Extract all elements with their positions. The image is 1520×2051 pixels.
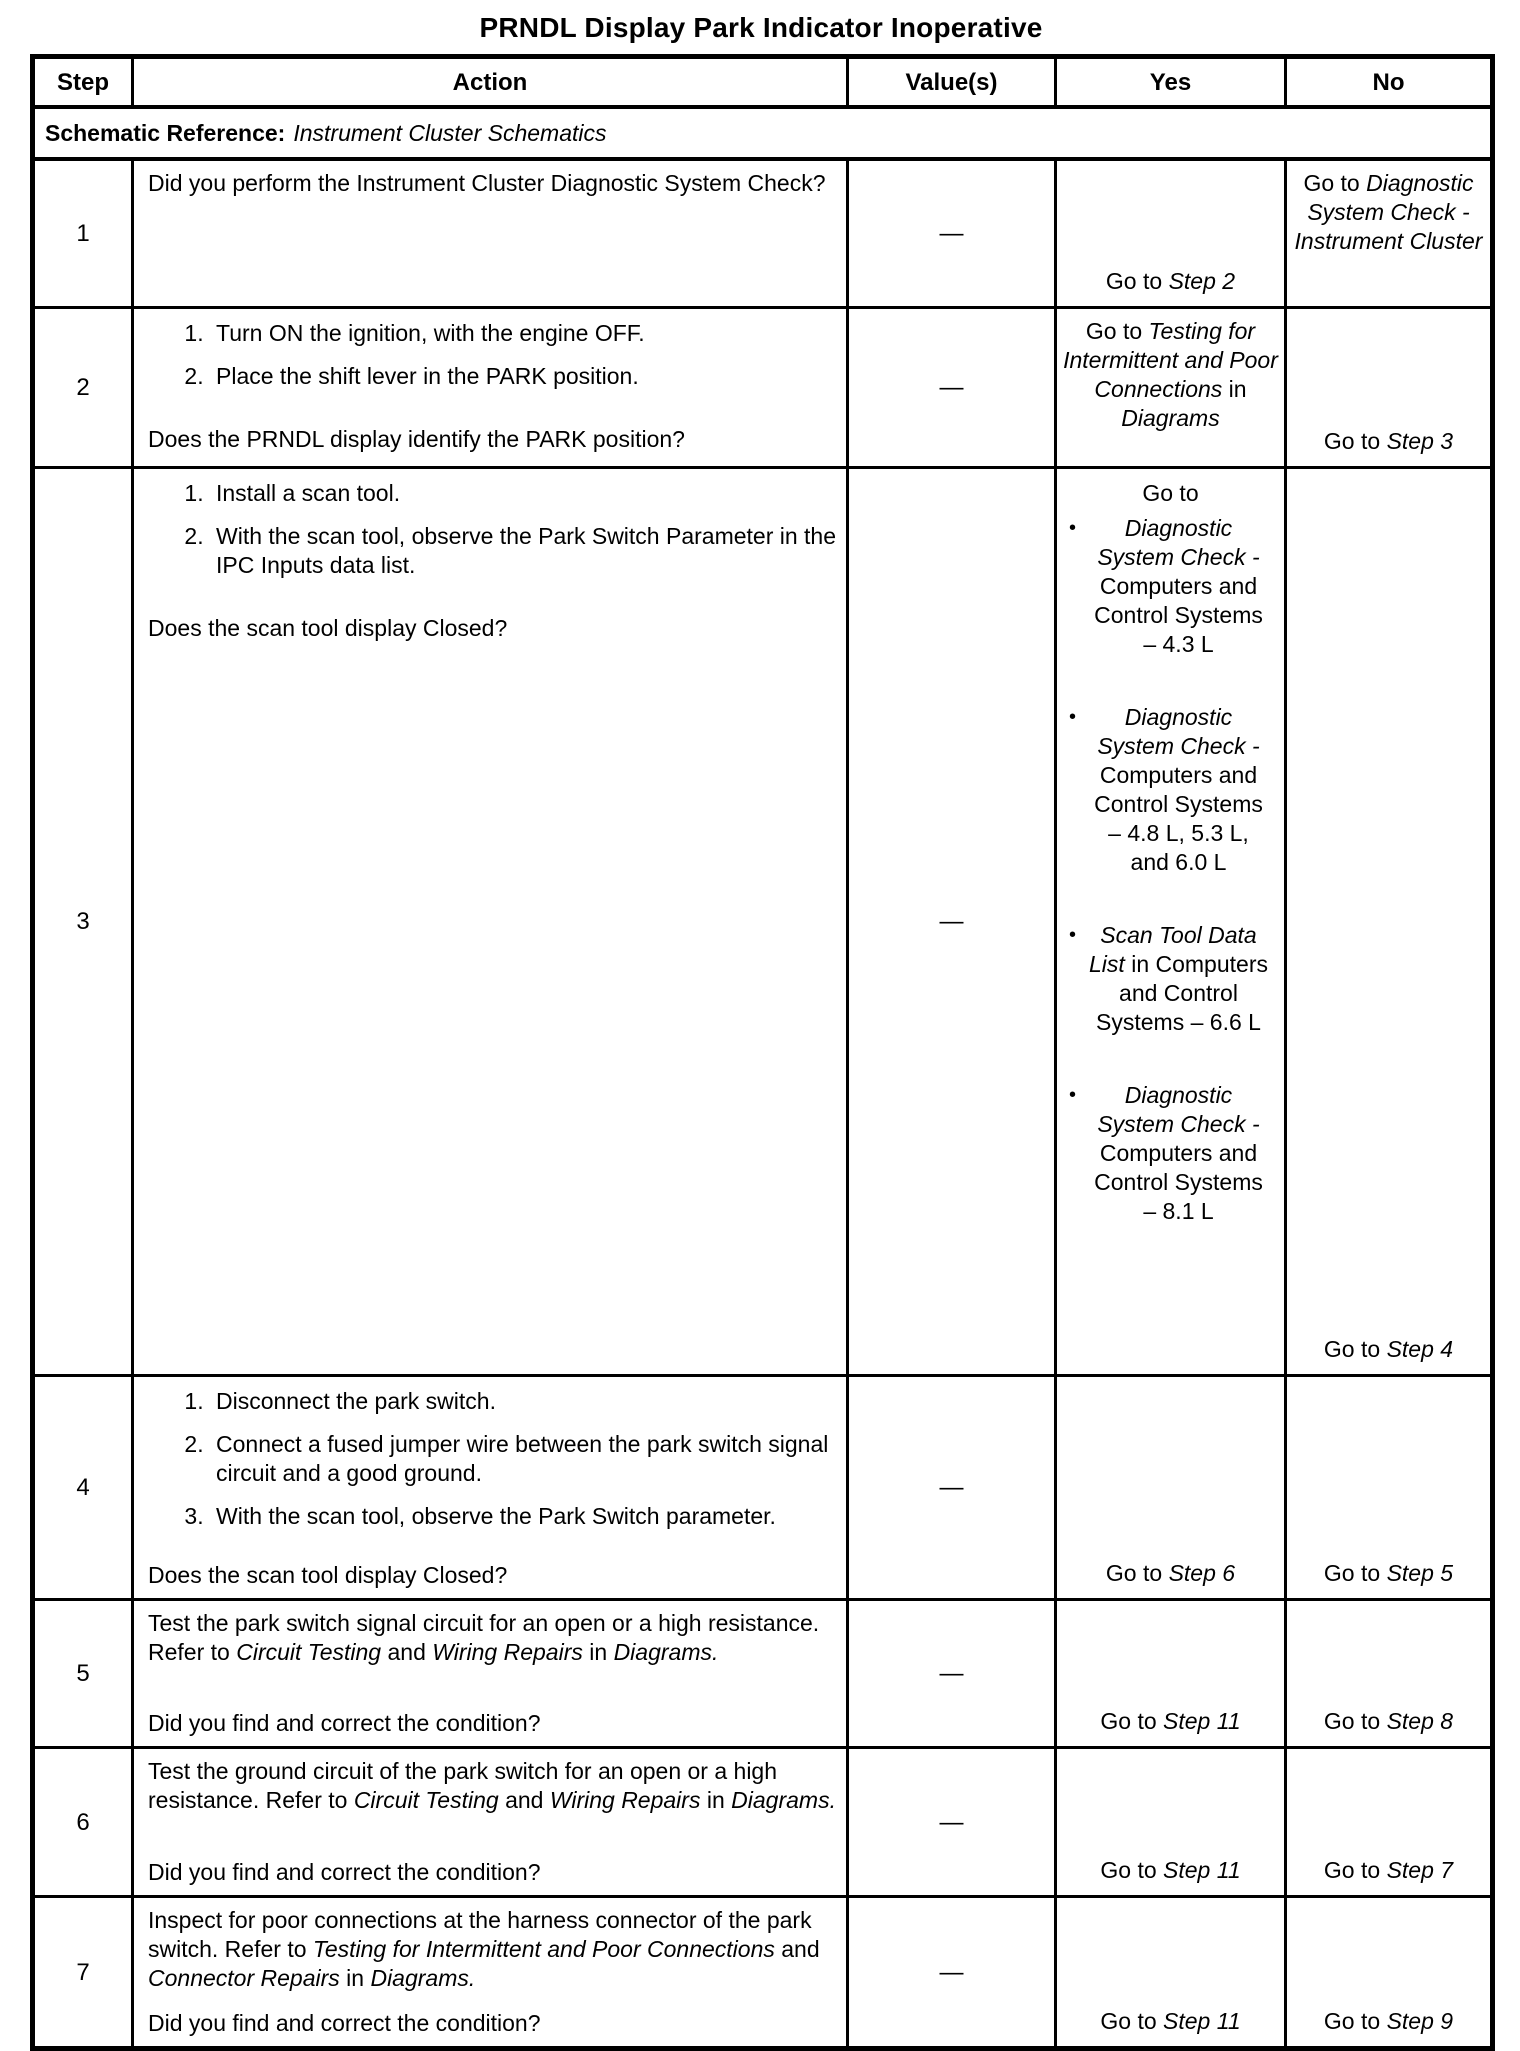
- yes-goto: Go to Step 2: [1105, 268, 1236, 294]
- yes-reference-item: [1069, 703, 1276, 877]
- value-cell: —: [848, 468, 1056, 1376]
- bullet-icon: •: [1069, 924, 1077, 946]
- no-goto: Go to Step 3: [1323, 428, 1454, 454]
- action-cell: [133, 1600, 848, 1748]
- no-goto: Go to Step 5: [1323, 1560, 1454, 1586]
- yes-goto: Go to Step 11: [1100, 2008, 1241, 2034]
- action-question: Does the scan tool display Closed?: [148, 615, 508, 641]
- value-cell: —: [848, 1376, 1056, 1600]
- step-number: 2: [33, 308, 133, 468]
- step-number: 1: [33, 159, 133, 308]
- table-row-step-5: [33, 1600, 1493, 1748]
- value-cell: —: [848, 1600, 1056, 1748]
- yes-cell: [1056, 308, 1286, 468]
- table-row-step-2: [33, 308, 1493, 468]
- bullet-icon: •: [1069, 517, 1077, 539]
- action-cell: [133, 308, 848, 468]
- yes-reference-text: Diagnostic System Check - Computers and Control Systems – 4.3 L: [1094, 515, 1263, 657]
- column-header-yes: Yes: [1056, 57, 1286, 108]
- action-question: Does the scan tool display Closed?: [148, 1562, 508, 1588]
- schematic-reference-row: [33, 107, 1493, 159]
- table-row-step-3: [33, 468, 1493, 1376]
- table-row-step-6: [33, 1748, 1493, 1897]
- yes-reference-text: Scan Tool Data List in Computers and Control Systems – 6.6 L: [1089, 922, 1268, 1035]
- action-cell: [133, 1376, 848, 1600]
- bullet-icon: •: [1069, 1084, 1077, 1106]
- value-cell: —: [848, 159, 1056, 308]
- no-cell: [1286, 1376, 1493, 1600]
- yes-goto: Go to Step 11: [1100, 1708, 1241, 1734]
- action-list-item: 2. Connect a fused jumper wire between the park switch signal circuit and a good ground.: [210, 1430, 836, 1488]
- no-cell: [1286, 1600, 1493, 1748]
- yes-cell: [1056, 159, 1286, 308]
- schematic-reference-cell: [33, 107, 1493, 159]
- yes-cell: [1056, 1600, 1286, 1748]
- yes-cell: [1056, 468, 1286, 1376]
- table-row-step-7: [33, 1897, 1493, 2049]
- schematic-reference-value: Instrument Cluster Schematics: [293, 119, 607, 146]
- step-number: 7: [33, 1897, 133, 2049]
- action-list-item: 1. Install a scan tool.: [210, 479, 836, 508]
- action-paragraph: Inspect for poor connections at the harness connector of the park switch. Refer to Testing for Intermittent and Poor Connections and Connector Repairs in Diagrams.: [148, 1907, 820, 1991]
- action-question: Does the PRNDL display identify the PARK position?: [148, 426, 685, 452]
- no-goto: Go to Step 8: [1323, 1708, 1454, 1734]
- yes-reference-item: [1069, 1081, 1276, 1226]
- no-goto: Go to Diagnostic System Check - Instrument Cluster: [1294, 170, 1483, 254]
- step-number: 3: [33, 468, 133, 1376]
- action-list-item: 1. Turn ON the ignition, with the engine OFF.: [210, 319, 836, 348]
- action-cell: [133, 468, 848, 1376]
- column-header-step: Step: [33, 57, 133, 108]
- action-list-item: 1. Disconnect the park switch.: [210, 1387, 836, 1416]
- no-goto: Go to Step 7: [1323, 1857, 1454, 1883]
- action-question: Did you perform the Instrument Cluster Diagnostic System Check?: [148, 170, 826, 196]
- table-header-row: [33, 57, 1493, 108]
- action-list-item: 2. With the scan tool, observe the Park Switch Parameter in the IPC Inputs data list.: [210, 522, 836, 580]
- yes-goto: Go to Testing for Intermittent and Poor Connections in Diagrams: [1063, 318, 1278, 431]
- action-question: Did you find and correct the condition?: [148, 1859, 541, 1885]
- no-cell: [1286, 468, 1493, 1376]
- value-cell: —: [848, 308, 1056, 468]
- no-cell: [1286, 159, 1493, 308]
- yes-reference-list: [1063, 514, 1278, 1226]
- bullet-icon: •: [1069, 706, 1077, 728]
- yes-reference-item: [1069, 514, 1276, 659]
- yes-goto: Go to Step 6: [1105, 1560, 1236, 1586]
- action-paragraph: Test the ground circuit of the park switch for an open or a high resistance. Refer to Circuit Testing and Wiring Repairs in Diagrams.: [148, 1758, 836, 1813]
- step-number: 4: [33, 1376, 133, 1600]
- action-question: Did you find and correct the condition?: [148, 2010, 541, 2036]
- action-cell: [133, 159, 848, 308]
- step-number: 6: [33, 1748, 133, 1897]
- no-cell: [1286, 308, 1493, 468]
- no-goto: Go to Step 9: [1323, 2008, 1454, 2034]
- value-cell: —: [848, 1748, 1056, 1897]
- action-cell: [133, 1897, 848, 2049]
- action-list-item: 2. Place the shift lever in the PARK position.: [210, 362, 836, 391]
- action-numbered-list: [148, 479, 836, 594]
- no-cell: [1286, 1748, 1493, 1897]
- no-goto: Go to Step 4: [1323, 1336, 1454, 1362]
- diagnostic-table: [30, 54, 1495, 2051]
- yes-cell: [1056, 1897, 1286, 2049]
- action-numbered-list: [148, 1387, 836, 1545]
- action-cell: [133, 1748, 848, 1897]
- table-row-step-4: [33, 1376, 1493, 1600]
- yes-cell: [1056, 1376, 1286, 1600]
- no-cell: [1286, 1897, 1493, 2049]
- step-number: 5: [33, 1600, 133, 1748]
- action-paragraph: Test the park switch signal circuit for an open or a high resistance. Refer to Circuit Testing and Wiring Repairs in Diagrams.: [148, 1610, 820, 1665]
- yes-reference-text: Diagnostic System Check - Computers and Control Systems – 4.8 L, 5.3 L, and 6.0 L: [1094, 704, 1263, 875]
- yes-reference-text: Diagnostic System Check - Computers and Control Systems – 8.1 L: [1094, 1082, 1263, 1224]
- yes-goto: Go to Step 11: [1100, 1857, 1241, 1883]
- action-numbered-list: [148, 319, 836, 405]
- value-cell: —: [848, 1897, 1056, 2049]
- column-header-values: Value(s): [848, 57, 1056, 108]
- yes-goto-lead: Go to: [1142, 480, 1199, 506]
- yes-reference-item: [1069, 921, 1276, 1037]
- page-title: PRNDL Display Park Indicator Inoperative: [479, 12, 1043, 43]
- column-header-action: Action: [133, 57, 848, 108]
- column-header-no: No: [1286, 57, 1493, 108]
- table-row-step-1: [33, 159, 1493, 308]
- yes-cell: [1056, 1748, 1286, 1897]
- schematic-reference-label: Schematic Reference:: [45, 119, 286, 146]
- action-question: Did you find and correct the condition?: [148, 1710, 541, 1736]
- action-list-item: 3. With the scan tool, observe the Park Switch parameter.: [210, 1502, 836, 1531]
